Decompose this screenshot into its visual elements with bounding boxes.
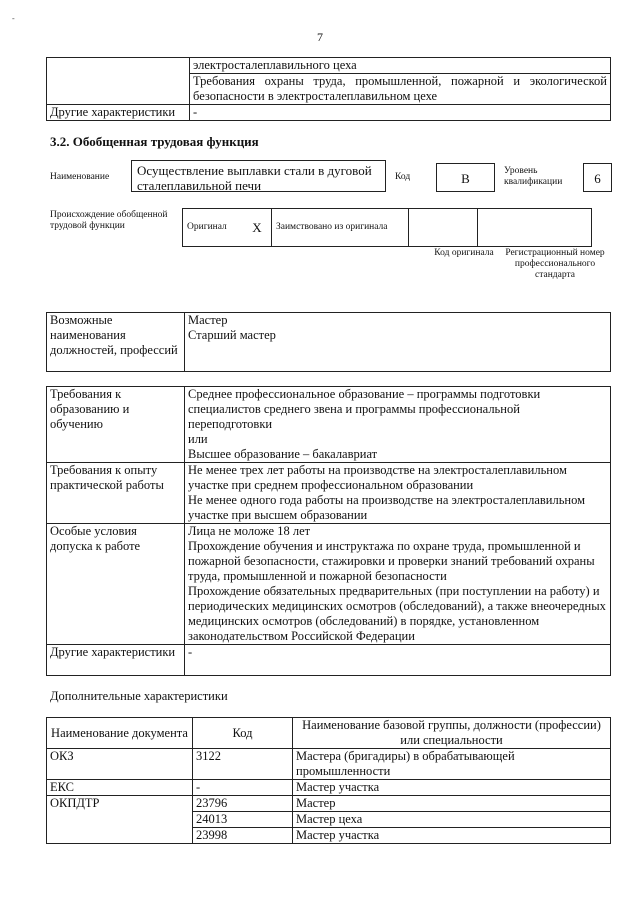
continuation-line: Требования охраны труда, промышленной, пожарной и экологической безопасности в электросталеплавильном цехе bbox=[193, 74, 607, 103]
column-header: Код bbox=[193, 718, 293, 749]
table-cell bbox=[47, 58, 190, 105]
doc-cell: ОКПДТР bbox=[47, 796, 193, 844]
original-code-cell bbox=[409, 209, 478, 247]
code-cell: - bbox=[193, 780, 293, 796]
reg-number-cell bbox=[478, 209, 592, 247]
level-value: 6 bbox=[583, 163, 612, 192]
code-cell: 3122 bbox=[193, 749, 293, 780]
code-cell: 23796 bbox=[193, 796, 293, 812]
requirement-line: Не менее трех лет работы на производстве на электросталеплавильном участке при среднем профессиональном образовании bbox=[188, 463, 567, 492]
name-value: Осуществление выплавки стали в дуговой сталеплавильной печи bbox=[131, 160, 386, 192]
table-row bbox=[47, 58, 611, 105]
name-cell: Мастер участка bbox=[293, 780, 611, 796]
position-item: Мастер bbox=[188, 313, 228, 327]
reg-caption: Регистрационный номер профессионального стандарта bbox=[505, 248, 605, 280]
name-cell: Мастер bbox=[293, 796, 611, 812]
name-cell: Мастер участка bbox=[293, 828, 611, 844]
column-header: Наименование базовой группы, должности (профессии) или специальности bbox=[293, 718, 611, 749]
doc-cell: ОКЗ bbox=[47, 749, 193, 780]
requirement-value bbox=[185, 387, 611, 463]
requirement-label: Особые условия допуска к работе bbox=[47, 524, 185, 645]
table-cell: - bbox=[190, 105, 611, 121]
code-cell: 23998 bbox=[193, 828, 293, 844]
table-row bbox=[47, 463, 611, 524]
requirement-label: Требования к образованию и обучению bbox=[47, 387, 185, 463]
continuation-table bbox=[46, 57, 611, 121]
continuation-line: электросталеплавильного цеха bbox=[190, 58, 610, 74]
corner-mark: - bbox=[12, 14, 15, 23]
requirement-value bbox=[185, 524, 611, 645]
table-row bbox=[47, 387, 611, 463]
requirement-line: Высшее образование – бакалавриат bbox=[188, 447, 378, 461]
table-cell bbox=[190, 58, 611, 105]
section-title: 3.2. Обобщенная трудовая функция bbox=[50, 134, 259, 149]
original-mark: X bbox=[243, 209, 272, 247]
origin-label: Происхождение обобщенной трудовой функции bbox=[50, 210, 168, 231]
table-row bbox=[47, 524, 611, 645]
code-value: B bbox=[436, 163, 495, 192]
additional-title: Дополнительные характеристики bbox=[50, 689, 228, 703]
additional-table bbox=[46, 717, 611, 844]
requirement-line: или bbox=[188, 432, 208, 446]
level-label: Уровень квалификации bbox=[504, 166, 563, 187]
position-item: Старший мастер bbox=[188, 328, 276, 342]
positions-values bbox=[185, 313, 611, 372]
requirement-line: - bbox=[188, 645, 193, 659]
table-row bbox=[47, 313, 611, 372]
borrowed-label: Заимствовано из оригинала bbox=[272, 209, 409, 247]
table-row bbox=[47, 749, 611, 780]
positions-table bbox=[46, 312, 611, 372]
requirement-line: Лица не моложе 18 лет bbox=[188, 524, 311, 538]
requirement-value bbox=[185, 463, 611, 524]
name-cell: Мастера (бригадиры) в обрабатывающей промышленности bbox=[293, 749, 611, 780]
code-cell: 24013 bbox=[193, 812, 293, 828]
requirement-label: Другие характеристики bbox=[47, 645, 185, 676]
doc-cell: ЕКС bbox=[47, 780, 193, 796]
orig-code-caption: Код оригинала bbox=[434, 248, 494, 258]
page-number: 7 bbox=[317, 30, 323, 44]
requirement-label: Требования к опыту практической работы bbox=[47, 463, 185, 524]
table-row bbox=[47, 796, 611, 812]
origin-table bbox=[182, 208, 592, 247]
requirements-table bbox=[46, 386, 611, 676]
table-row bbox=[47, 780, 611, 796]
requirement-line: Прохождение обязательных предварительных (при поступлении на работу) и периодических медицинских осмотров (обследований), а также внеочередных медицинских осмотров (обследований) в порядке, установленном законодательством Российской Федерации bbox=[188, 584, 606, 643]
table-header-row bbox=[47, 718, 611, 749]
table-cell: Другие характеристики bbox=[47, 105, 190, 121]
positions-label: Возможные наименования должностей, профессий bbox=[47, 313, 185, 372]
table-row bbox=[47, 105, 611, 121]
name-label: Наименование bbox=[50, 172, 110, 182]
requirement-line: Прохождение обучения и инструктажа по охране труда, промышленной и пожарной безопасности, стажировки и проверки знаний требований охраны труда, промышленной и пожарной безопасности bbox=[188, 539, 595, 583]
column-header: Наименование документа bbox=[47, 718, 193, 749]
requirement-line: Не менее одного года работы на производстве на электросталеплавильном участке при высшем образовании bbox=[188, 493, 586, 522]
table-row bbox=[47, 645, 611, 676]
requirement-line: Среднее профессиональное образование – программы подготовки специалистов среднего звена и программы профессиональной переподготовки bbox=[188, 387, 541, 431]
code-label: Код bbox=[395, 172, 411, 182]
original-label: Оригинал bbox=[183, 209, 244, 247]
name-cell: Мастер цеха bbox=[293, 812, 611, 828]
requirement-value bbox=[185, 645, 611, 676]
